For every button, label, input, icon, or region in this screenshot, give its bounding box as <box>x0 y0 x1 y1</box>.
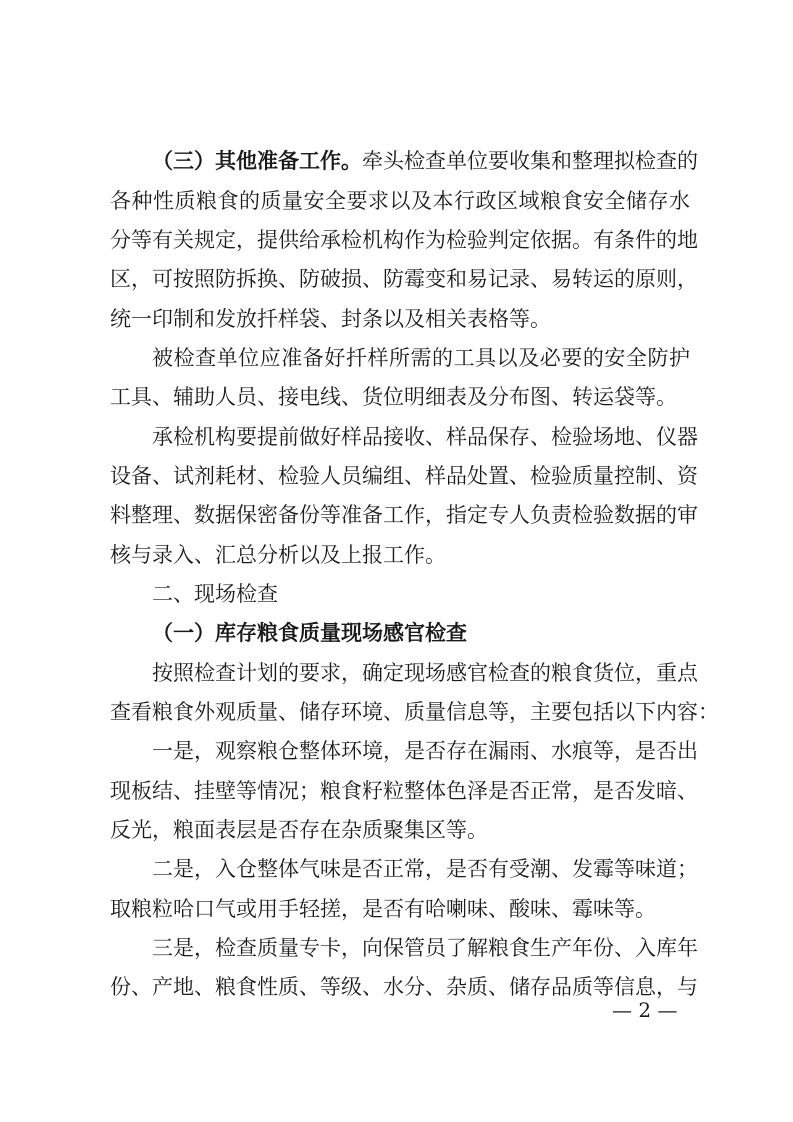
paragraph-first-line-3: 反光，粮面表层是否存在杂质聚集区等。 <box>110 818 488 842</box>
other-prep-heading: （三）其他准备工作。 <box>152 149 362 173</box>
paragraph-testing-org-line-4: 核与录入、汇总分析以及上报工作。 <box>110 543 446 567</box>
paragraph-testing-org-line-3: 料整理、数据保密备份等准备工作，指定专人负责检验数据的审 <box>110 503 698 527</box>
paragraph-inspected-unit-line-1: 被检查单位应准备好扦样所需的工具以及必要的安全防护 <box>152 346 690 370</box>
paragraph-plan-line-1: 按照检查计划的要求，确定现场感官检查的粮食货位，重点 <box>152 661 698 685</box>
paragraph-first-line-2: 现板结、挂壁等情况；粮食籽粒整体色泽是否正常，是否发暗、 <box>110 779 698 803</box>
paragraph-other-prep-line-4: 区，可按照防拆换、防破损、防霉变和易记录、易转运的原则， <box>110 267 698 291</box>
paragraph-plan-line-2: 查看粮食外观质量、储存环境、质量信息等，主要包括以下内容： <box>110 700 719 724</box>
paragraph-inspected-unit-line-2: 工具、辅助人员、接电线、货位明细表及分布图、转运袋等。 <box>110 385 677 409</box>
subsection-heading: （一）库存粮食质量现场感官检查 <box>152 621 467 645</box>
section-heading: 二、现场检查 <box>152 582 278 606</box>
paragraph-second-line-1: 二是，入仓整体气味是否正常，是否有受潮、发霉等味道； <box>152 857 698 881</box>
paragraph-other-prep-line-2: 各种性质粮食的质量安全要求以及本行政区域粮食安全储存水 <box>110 189 690 213</box>
paragraph-other-prep-line-3: 分等有关规定，提供给承检机构作为检验判定依据。有条件的地 <box>110 228 698 252</box>
paragraph-third-line-2: 份、产地、粮食性质、等级、水分、杂质、储存品质等信息，与 <box>110 975 698 999</box>
paragraph-second-line-2: 取粮粒哈口气或用手轻搓，是否有哈喇味、酸味、霉味等。 <box>110 897 656 921</box>
paragraph-other-prep-line-1 <box>152 141 698 181</box>
paragraph-testing-org-line-1: 承检机构要提前做好样品接收、样品保存、检验场地、仪器 <box>152 425 698 449</box>
paragraph-third-line-1: 三是，检查质量专卡，向保管员了解粮食生产年份、入库年 <box>152 936 698 960</box>
other-prep-text: 牵头检查单位要收集和整理拟检查的 <box>362 149 698 173</box>
paragraph-other-prep-line-5: 统一印制和发放扦样袋、封条以及相关表格等。 <box>110 307 551 331</box>
paragraph-testing-org-line-2: 设备、试剂耗材、检验人员编组、样品处置、检验质量控制、资 <box>110 464 698 488</box>
paragraph-first-line-1: 一是，观察粮仓整体环境，是否存在漏雨、水痕等，是否出 <box>152 739 698 763</box>
page-number: — 2 — <box>612 998 678 1022</box>
